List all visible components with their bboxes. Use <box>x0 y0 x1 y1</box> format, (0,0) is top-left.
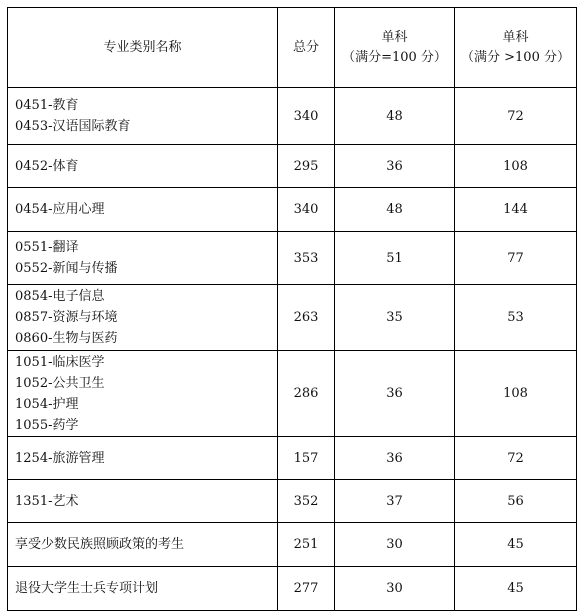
table-row <box>8 567 577 611</box>
table-row <box>8 480 577 523</box>
table-row <box>8 188 577 232</box>
total-score: 295 <box>278 145 335 188</box>
category-name-cell <box>8 285 278 351</box>
category-name: 0551-翻译 <box>15 240 79 255</box>
category-name: 0454-应用心理 <box>15 202 105 217</box>
header-row <box>8 8 577 88</box>
single-subject-over-100-score: 56 <box>455 480 577 523</box>
total-score: 353 <box>278 232 335 285</box>
single-subject-100-score: 30 <box>335 567 455 611</box>
single-subject-100-score: 30 <box>335 523 455 567</box>
single-subject-100-score: 36 <box>335 351 455 437</box>
category-name: 0453-汉语国际教育 <box>15 119 131 134</box>
header-single-subject-100-title: 单科 <box>381 29 408 45</box>
category-name: 1055-药学 <box>15 417 79 433</box>
category-name: 1254-旅游管理 <box>15 450 105 466</box>
table-row <box>8 351 577 437</box>
header-category-name: 专业类别名称 <box>8 8 278 88</box>
single-subject-100-score: 36 <box>335 437 455 480</box>
table-row <box>8 232 577 285</box>
total-score: 340 <box>278 188 335 232</box>
table-row <box>8 437 577 480</box>
category-name-cell <box>8 567 278 611</box>
category-name: 1351-艺术 <box>15 493 79 509</box>
category-name-cell <box>8 145 278 188</box>
header-single-subject-100-note: （满分=100 分） <box>342 49 447 65</box>
header-single-subject-over-100-title: 单科 <box>502 29 529 45</box>
category-name: 0451-教育 <box>15 98 79 113</box>
category-name-cell <box>8 188 278 232</box>
category-name: 退役大学生士兵专项计划 <box>15 581 159 596</box>
single-subject-over-100-score: 77 <box>455 232 577 285</box>
single-subject-over-100-score: 45 <box>455 523 577 567</box>
category-name-cell <box>8 437 278 480</box>
single-subject-over-100-score: 72 <box>455 437 577 480</box>
total-score: 263 <box>278 285 335 351</box>
total-score: 352 <box>278 480 335 523</box>
category-name: 0854-电子信息 <box>15 289 105 304</box>
single-subject-100-score: 36 <box>335 145 455 188</box>
total-score: 277 <box>278 567 335 611</box>
category-name-cell <box>8 88 278 145</box>
single-subject-100-score: 35 <box>335 285 455 351</box>
single-subject-over-100-score: 108 <box>455 351 577 437</box>
single-subject-over-100-score: 53 <box>455 285 577 351</box>
category-name-cell <box>8 480 278 523</box>
total-score: 340 <box>278 88 335 145</box>
single-subject-over-100-score: 108 <box>455 145 577 188</box>
header-single-subject-over-100 <box>455 8 577 88</box>
category-name: 0857-资源与环境 <box>15 310 118 325</box>
score-table <box>7 7 577 611</box>
total-score: 286 <box>278 351 335 437</box>
category-name: 0552-新闻与传播 <box>15 261 118 276</box>
header-total-score: 总分 <box>278 8 335 88</box>
category-name-cell <box>8 523 278 567</box>
category-name: 1051-临床医学 <box>15 354 105 370</box>
category-name-cell <box>8 232 278 285</box>
single-subject-over-100-score: 144 <box>455 188 577 232</box>
single-subject-over-100-score: 72 <box>455 88 577 145</box>
single-subject-100-score: 51 <box>335 232 455 285</box>
header-single-subject-100 <box>335 8 455 88</box>
category-name: 0452-体育 <box>15 158 79 174</box>
total-score: 157 <box>278 437 335 480</box>
category-name-cell <box>8 351 278 437</box>
header-single-subject-over-100-note: （满分 >100 分） <box>461 49 570 65</box>
single-subject-100-score: 37 <box>335 480 455 523</box>
total-score: 251 <box>278 523 335 567</box>
category-name: 0860-生物与医药 <box>15 331 118 346</box>
table-row <box>8 88 577 145</box>
single-subject-100-score: 48 <box>335 88 455 145</box>
table-row <box>8 285 577 351</box>
table-row <box>8 145 577 188</box>
single-subject-over-100-score: 45 <box>455 567 577 611</box>
category-name: 1054-护理 <box>15 396 79 412</box>
category-name: 享受少数民族照顾政策的考生 <box>15 537 185 552</box>
single-subject-100-score: 48 <box>335 188 455 232</box>
table-row <box>8 523 577 567</box>
category-name: 1052-公共卫生 <box>15 375 105 391</box>
